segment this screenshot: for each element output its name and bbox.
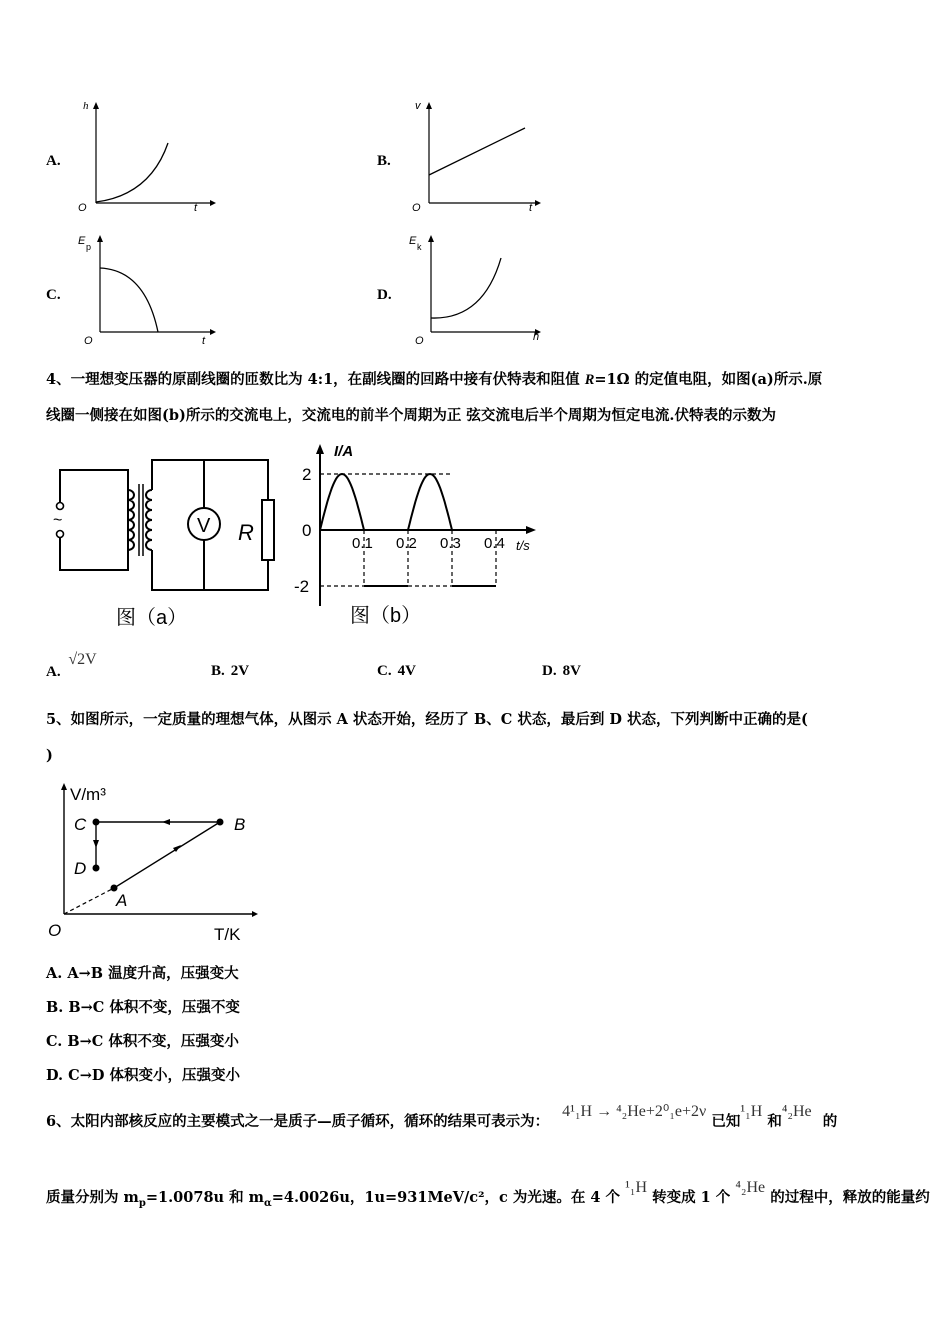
- graph-h-t: [70, 95, 220, 215]
- x-tick-label: 0.1: [352, 535, 373, 552]
- point-c-label: C: [74, 815, 87, 834]
- q5-option-a[interactable]: A. A→B 温度升高，压强变大: [46, 965, 239, 982]
- q4-option-c[interactable]: C. 4V: [377, 663, 416, 679]
- axis-t: t: [529, 202, 533, 214]
- figure-a-caption: 图（a）: [116, 607, 188, 629]
- q5-option-d[interactable]: D. C→D 体积变小，压强变小: [46, 1067, 240, 1084]
- y-tick-label: -2: [294, 577, 310, 596]
- helium-symbol-2: ⁴₂He: [735, 1179, 766, 1196]
- origin: O: [415, 335, 424, 347]
- y-tick-label: 2: [302, 465, 312, 484]
- q4-option-a[interactable]: A. √2V: [46, 651, 97, 680]
- x-tick-label: 0.2: [396, 535, 417, 552]
- q4-text-line2: 线圈一侧接在如图(b)所示的交流电上，交流电的前半个周期为正 弦交流电后半个周期为恒定电流.伏特表的示数为: [46, 407, 776, 424]
- q4-option-d[interactable]: D. 8V: [542, 663, 581, 679]
- sine-segment-2: [408, 474, 452, 530]
- origin: O: [412, 202, 421, 214]
- origin: O: [84, 335, 93, 347]
- origin: O: [78, 202, 87, 214]
- axis-ek: E: [409, 235, 417, 247]
- hydrogen-symbol-2: ¹₁H: [625, 1179, 648, 1196]
- axis-h: h: [83, 100, 89, 112]
- axis-h: h: [533, 331, 540, 343]
- v-t-graph: [44, 780, 274, 950]
- q5-option-c[interactable]: C. B→C 体积不变，压强变小: [46, 1033, 239, 1050]
- origin: O: [48, 921, 62, 940]
- option-a-label: A.: [46, 153, 61, 169]
- graph-v-t: [403, 95, 553, 215]
- helium-symbol: ⁴₂He: [781, 1103, 812, 1120]
- axis-v: V/m³: [70, 785, 106, 804]
- sine-segment-1: [320, 474, 364, 530]
- graph-ep-t: [70, 228, 220, 348]
- option-b-label: B.: [377, 153, 391, 169]
- hydrogen-symbol: ¹₁H: [740, 1103, 763, 1120]
- x-tick-label: 0.3: [440, 535, 461, 552]
- q4-text-line1: 4、一理想变压器的原副线圈的匝数比为 4:1，在副线圈的回路中接有伏特表和阻值 R=1Ω 的定值电阻，如图(a)所示.原: [46, 371, 823, 388]
- axis-ep: E: [78, 235, 86, 247]
- sqrt2-value: √2V: [68, 651, 97, 668]
- axis-v: v: [415, 100, 421, 112]
- q5-option-b[interactable]: B. B→C 体积不变，压强不变: [46, 999, 240, 1016]
- y-axis-label: I/A: [334, 443, 354, 460]
- x-axis-label: t/s: [516, 538, 530, 553]
- axis-t: T/K: [214, 925, 241, 944]
- point-b-label: B: [234, 815, 246, 834]
- point-a-label: A: [116, 891, 128, 910]
- axis-ek-sub: k: [417, 242, 422, 252]
- q5-text-cont: ): [46, 747, 53, 764]
- axis-ep-sub: p: [86, 242, 92, 252]
- axis-t: t: [194, 202, 198, 214]
- x-axis-arrow: [526, 526, 536, 534]
- figure-b-caption: 图（b）: [350, 605, 422, 627]
- x-tick-label: 0.4: [484, 535, 505, 552]
- q6-text-line2: 质量分别为 $m_p=1.0078u$ 和 $m_\alpha=4.0026u$，1u=931MeV/c²，c 为光速。在 4 个 ¹₁H 转变成 1 个 ⁴₂He 的过程中，释放的能量约: [46, 1179, 930, 1209]
- resistor-label: R: [238, 520, 254, 545]
- y-tick-label: 0: [302, 521, 312, 540]
- option-d-label: D.: [377, 287, 392, 303]
- circuit-diagram: [48, 440, 280, 640]
- current-time-chart: [290, 438, 550, 638]
- ac-source-symbol: ~: [53, 512, 63, 529]
- q6-text-line1: 6、太阳内部核反应的主要模式之一是质子—质子循环，循环的结果可表示为： 4¹₁H → ⁴₂He+2⁰₁e+2ν 已知¹₁H 和⁴₂He 的: [46, 1103, 838, 1130]
- point-d-label: D: [74, 859, 87, 878]
- option-c-label: C.: [46, 287, 61, 303]
- axis-t: t: [202, 335, 206, 347]
- nuclear-equation: 4¹₁H → ⁴₂He+2⁰₁e+2ν: [562, 1103, 707, 1120]
- y-axis-arrow: [316, 444, 324, 454]
- q5-text: 5、如图所示，一定质量的理想气体，从图示 A 状态开始，经历了 B、C 状态，最后到 D 状态，下列判断中正确的是(: [46, 711, 808, 728]
- q4-option-b[interactable]: B. 2V: [211, 663, 250, 679]
- voltmeter-symbol: V: [197, 515, 211, 537]
- graph-ek-h: [403, 228, 553, 348]
